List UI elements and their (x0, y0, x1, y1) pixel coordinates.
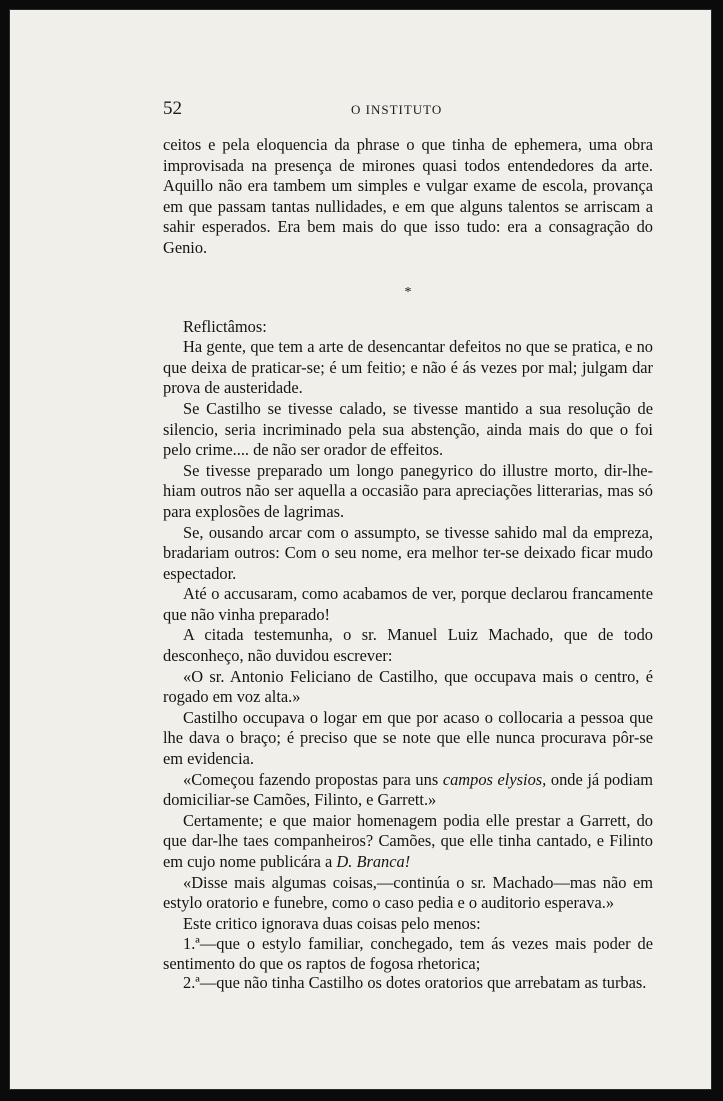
list-item-second: 2.ª—que não tinha Castilho os dotes oratorios que arrebatam as turbas. (183, 973, 647, 993)
paragraph-gente: Ha gente, que tem a arte de desencantar defeitos no que se pratica, e no que deixa de praticar-se; é um feitio; e não é ás vezes por mal; julgam dar prova de austeridade. (163, 337, 653, 398)
paragraph-calado: Se Castilho se tivesse calado, se tivesse mantido a sua resolução de silencio, seria incriminado pela sua abstenção, ainda mais do que o foi pelo crime.... de não ser orador de effeitos. (163, 398, 653, 460)
book-page (9, 9, 712, 1090)
running-title: O INSTITUTO (351, 102, 443, 117)
paragraph-logar: Castilho occupava o logar em que por acaso o collocaria a pessoa que lhe dava o braço; é preciso que se note que elle nunca procurava pôr-se em evidencia. (163, 707, 653, 769)
quote-machado: «Disse mais algumas coisas,—continúa o sr. Machado—mas não em estylo oratorio e funebre, como o caso pedia e o auditorio esperava.» (163, 872, 653, 913)
paragraph-accusaram: Até o accusaram, como acabamos de ver, porque declarou francamente que não vinha preparado! (163, 584, 653, 624)
quote-campos-italic: campos elysios, (442, 769, 547, 789)
paragraph-panegyrico: Se tivesse preparado um longo panegyrico do illustre morto, dir-lhe-hiam outros não ser aquella a occasião para apreciações litterarias, mas só para explosões de lagrimas. (163, 460, 653, 521)
list-item-first: 1.ª—que o estylo familiar, conchegado, tem ás vezes mais poder de sentimento do que os raptos de fogosa rhetorica; (163, 934, 653, 973)
body-text (163, 135, 653, 993)
certamente-text: Certamente; e que maior homenagem podia elle prestar a Garrett, do que dar-lhe taes companheiros? Camões, que elle tinha cantado, e Filinto em cujo nome publicára a (163, 810, 653, 871)
paragraph-testemunha: A citada testemunha, o sr. Manuel Luiz Machado, que de todo desconheço, não duvidou escrever: (163, 625, 653, 666)
intro-paragraph: ceitos e pela eloquencia da phrase o que tinha de ephemera, uma obra improvisada na presença de mirones quasi todos entendedores da arte. Aquillo não era tambem um simples e vulgar exame de escola, provança em que passam tantas nullidades, e em que alguns talentos se arriscam a sahir esperados. Era bem mais do que isso tudo: era a consagração do Genio. (163, 135, 653, 257)
paragraph-certamente (163, 811, 653, 873)
page-header (163, 98, 653, 122)
quote-campos-after: onde já podiam domiciliar-se Camões, Filinto, e Garrett.» (163, 769, 653, 810)
quote-campos-before: «Começou fazendo propostas para uns (183, 769, 443, 789)
page-number: 52 (163, 98, 182, 119)
quote-castilho-centro: «O sr. Antonio Feliciano de Castilho, que occupava mais o centro, é rogado em voz alta.» (163, 666, 653, 707)
paragraph-empreza: Se, ousando arcar com o assumpto, se tivesse sahido mal da empreza, bradariam outros: Com o seu nome, era melhor ter-se deixado ficar mudo espectador. (163, 522, 653, 583)
certamente-italic: D. Branca! (336, 852, 411, 871)
quote-campos-elysios (163, 770, 653, 811)
section-separator (163, 271, 653, 315)
paragraph-critico: Este critico ignorava duas coisas pelo menos: (183, 913, 481, 933)
asterisk-ornament: * (404, 284, 412, 300)
section-heading: Reflictâmos: (183, 316, 267, 336)
